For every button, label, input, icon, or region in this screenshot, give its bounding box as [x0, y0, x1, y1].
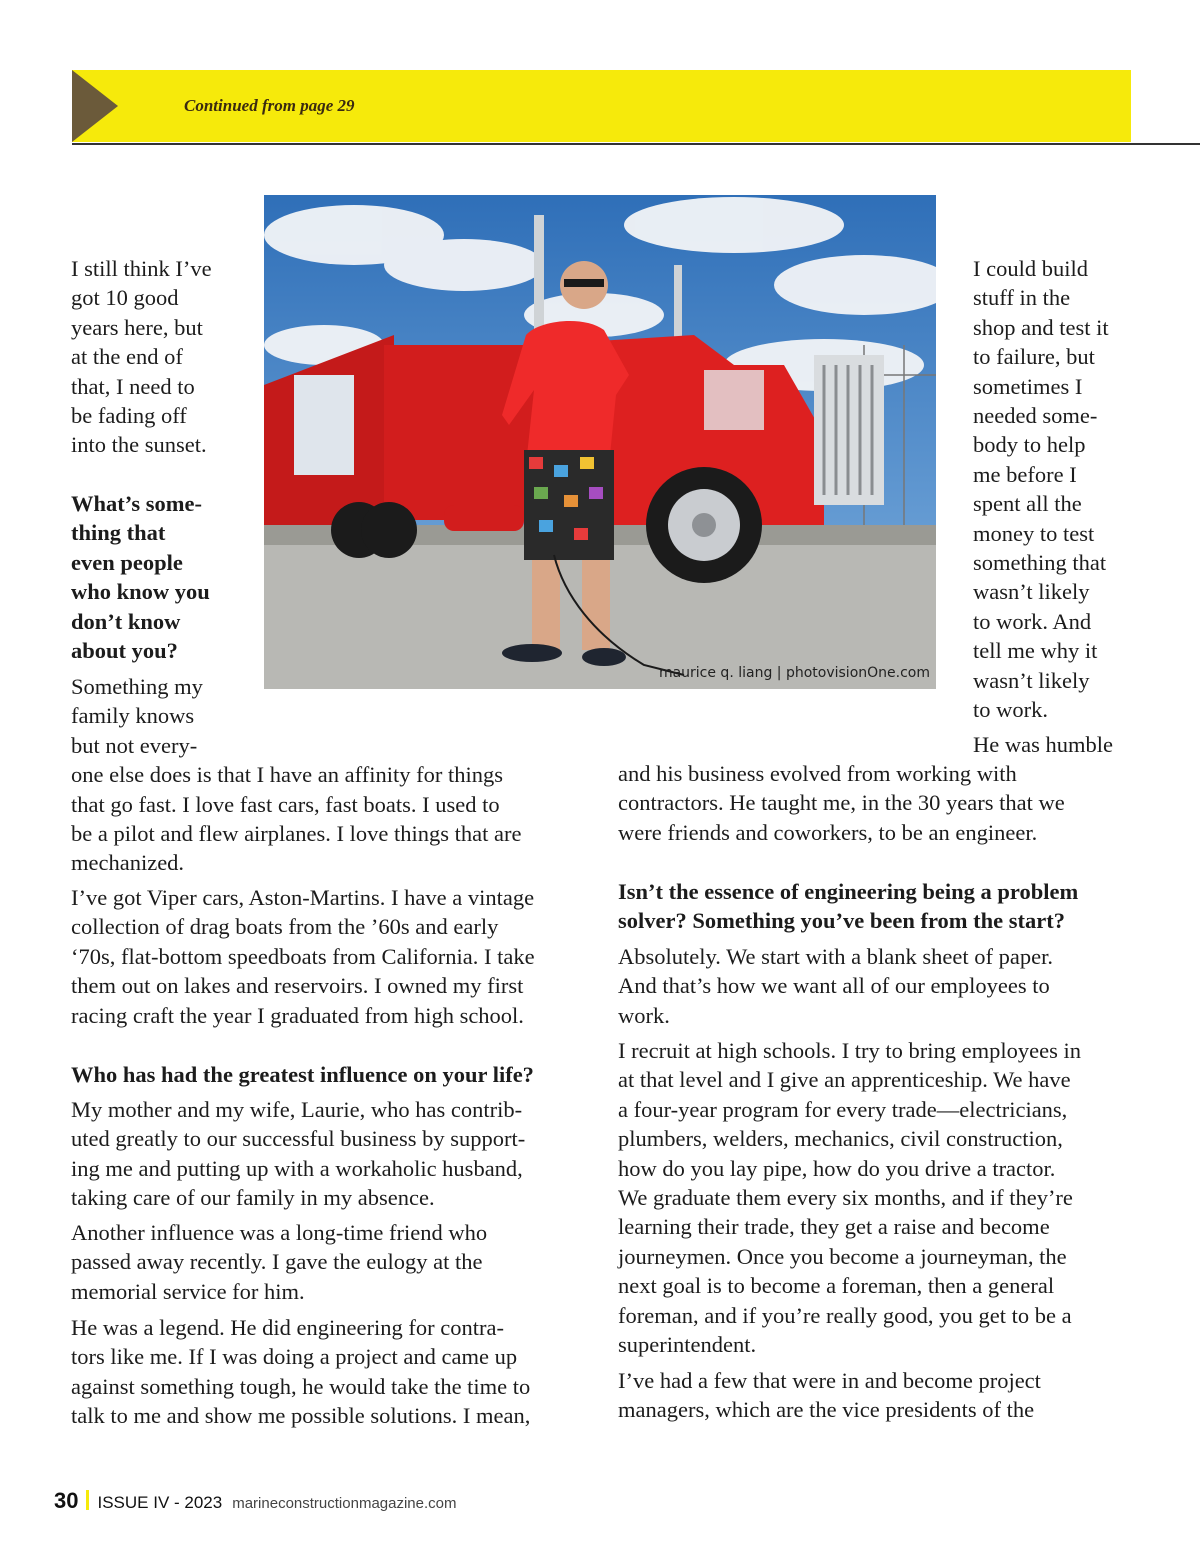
text-line: how do you lay pipe, how do you drive a tractor. — [618, 1155, 1056, 1181]
text-line: And that’s how we want all of our employees to — [618, 973, 1050, 999]
text-line: My mother and my wife, Laurie, who has contrib- — [71, 1097, 523, 1122]
text-line: body to help — [973, 432, 1086, 458]
text-line: who know you — [71, 579, 210, 605]
text-line: to failure, but — [973, 344, 1095, 370]
article-photo — [264, 195, 936, 689]
text-line: got 10 good — [71, 285, 179, 311]
truck-photo-illustration — [264, 195, 936, 689]
page-number: 30 — [54, 1488, 79, 1513]
text-line: at the end of — [71, 344, 183, 370]
text-line: I’ve got Viper cars, Aston-Martins. I have a vintage — [71, 885, 535, 910]
page-footer — [54, 1488, 457, 1514]
text-line: We graduate them every six months, and if they’re — [618, 1185, 1073, 1211]
text-line: wasn’t likely — [973, 579, 1090, 605]
left-paragraph-3 — [71, 883, 535, 1030]
text-line: work. — [618, 1002, 670, 1028]
text-line: collection of drag boats from the ’60s and early — [71, 914, 499, 940]
left-paragraph-5 — [71, 1218, 487, 1306]
text-line: tors like me. If I was doing a project and came up — [71, 1344, 518, 1370]
site-link[interactable]: marineconstructionmagazine.com — [232, 1495, 457, 1512]
text-line: learning their trade, they get a raise and become — [618, 1214, 1050, 1240]
text-line: something that — [973, 550, 1107, 576]
text-line: but not every- — [71, 732, 198, 758]
left-paragraph-6 — [71, 1313, 530, 1431]
left-paragraph-4 — [71, 1095, 525, 1213]
text-line: about you? — [71, 638, 178, 664]
right-paragraph-3 — [618, 942, 1053, 1030]
text-line: wasn’t likely — [973, 667, 1090, 693]
text-line: I still think I’ve — [71, 256, 212, 281]
text-line: shop and test it — [973, 314, 1109, 340]
text-line: sometimes I — [973, 373, 1083, 399]
text-line: managers, which are the vice presidents of the — [618, 1397, 1035, 1423]
text-line: ‘70s, flat-bottom speedboats from California. I take — [71, 943, 535, 969]
footer-divider — [86, 1490, 89, 1510]
text-line: to work. — [973, 697, 1048, 723]
text-line: one else does is that I have an affinity for things — [71, 762, 503, 788]
banner-rule — [72, 143, 1200, 145]
text-line: Who has had the greatest influence on your life? — [71, 1062, 534, 1087]
continued-from-label: Continued from page 29 — [184, 96, 355, 115]
banner-arrow-icon — [72, 70, 118, 142]
text-line: solver? Something you’ve been from the start? — [618, 908, 1066, 934]
text-line: mechanized. — [71, 850, 185, 876]
right-paragraph-5 — [618, 1366, 1041, 1425]
text-line: passed away recently. I gave the eulogy at the — [71, 1249, 483, 1275]
text-line: money to test — [973, 520, 1095, 546]
left-question-1 — [71, 489, 210, 665]
left-paragraph-1 — [71, 254, 212, 460]
text-line: next goal is to become a foreman, then a general — [618, 1273, 1055, 1299]
text-line: Isn’t the essence of engineering being a problem — [618, 879, 1079, 904]
text-line: I could build — [973, 256, 1088, 281]
photo-credit: maurice q. liang | photovisionOne.com — [658, 665, 930, 681]
left-question-2 — [71, 1060, 534, 1089]
text-line: thing that — [71, 520, 166, 546]
text-line: needed some- — [973, 403, 1098, 429]
text-line: against something tough, he would take the time to — [71, 1373, 531, 1399]
text-line: talk to me and show me possible solutions. I mean, — [71, 1403, 531, 1429]
text-line: He was humble — [973, 732, 1113, 757]
right-paragraph-4 — [618, 1036, 1081, 1359]
text-line: at that level and I give an apprenticeship. We have — [618, 1067, 1071, 1093]
text-line: that go fast. I love fast cars, fast boats. I used to — [71, 791, 500, 817]
text-line: spent all the — [973, 491, 1082, 517]
text-line: Absolutely. We start with a blank sheet of paper. — [618, 944, 1053, 969]
text-line: taking care of our family in my absence. — [71, 1185, 435, 1211]
text-line: contractors. He taught me, in the 30 years that we — [618, 790, 1065, 816]
text-line: superintendent. — [618, 1332, 757, 1358]
text-line: years here, but — [71, 314, 203, 340]
text-line: even people — [71, 549, 183, 575]
text-line: journeymen. Once you become a journeyman, the — [618, 1243, 1067, 1269]
text-line: Something my — [71, 674, 203, 699]
text-line: a four-year program for every trade—electricians, — [618, 1096, 1068, 1122]
text-line: memorial service for him. — [71, 1278, 305, 1304]
text-line: be a pilot and flew airplanes. I love things that are — [71, 821, 522, 847]
text-line: were friends and coworkers, to be an engineer. — [618, 819, 1038, 845]
text-line: to work. And — [973, 608, 1092, 634]
text-line: don’t know — [71, 608, 181, 634]
text-line: and his business evolved from working with — [618, 761, 1017, 786]
text-line: be fading off — [71, 403, 187, 429]
text-line: into the sunset. — [71, 432, 207, 458]
text-line: I’ve had a few that were in and become project — [618, 1368, 1041, 1393]
text-line: family knows — [71, 703, 195, 729]
text-line: tell me why it — [973, 638, 1098, 664]
text-line: them out on lakes and reservoirs. I owned my first — [71, 973, 524, 999]
text-line: He was a legend. He did engineering for contra- — [71, 1315, 504, 1340]
right-paragraph-1 — [973, 254, 1109, 725]
text-line: racing craft the year I graduated from high school. — [71, 1002, 524, 1028]
text-line: me before I — [973, 461, 1077, 487]
issue-label: ISSUE IV - 2023 — [97, 1493, 223, 1512]
left-paragraph-2 — [71, 672, 521, 878]
text-line: that, I need to — [71, 373, 195, 399]
right-question-1 — [618, 877, 1078, 936]
text-line: plumbers, welders, mechanics, civil construction, — [618, 1126, 1063, 1152]
text-line: What’s some- — [71, 491, 203, 516]
text-line: Another influence was a long-time friend who — [71, 1220, 488, 1245]
text-line: stuff in the — [973, 285, 1071, 311]
right-paragraph-2 — [618, 759, 1065, 847]
text-line: uted greatly to our successful business by support- — [71, 1126, 526, 1152]
text-line: ing me and putting up with a workaholic husband, — [71, 1155, 523, 1181]
right-paragraph-2-first-line — [973, 730, 1113, 759]
text-line: foreman, and if you’re really good, you get to be a — [618, 1302, 1072, 1328]
text-line: I recruit at high schools. I try to bring employees in — [618, 1038, 1082, 1063]
